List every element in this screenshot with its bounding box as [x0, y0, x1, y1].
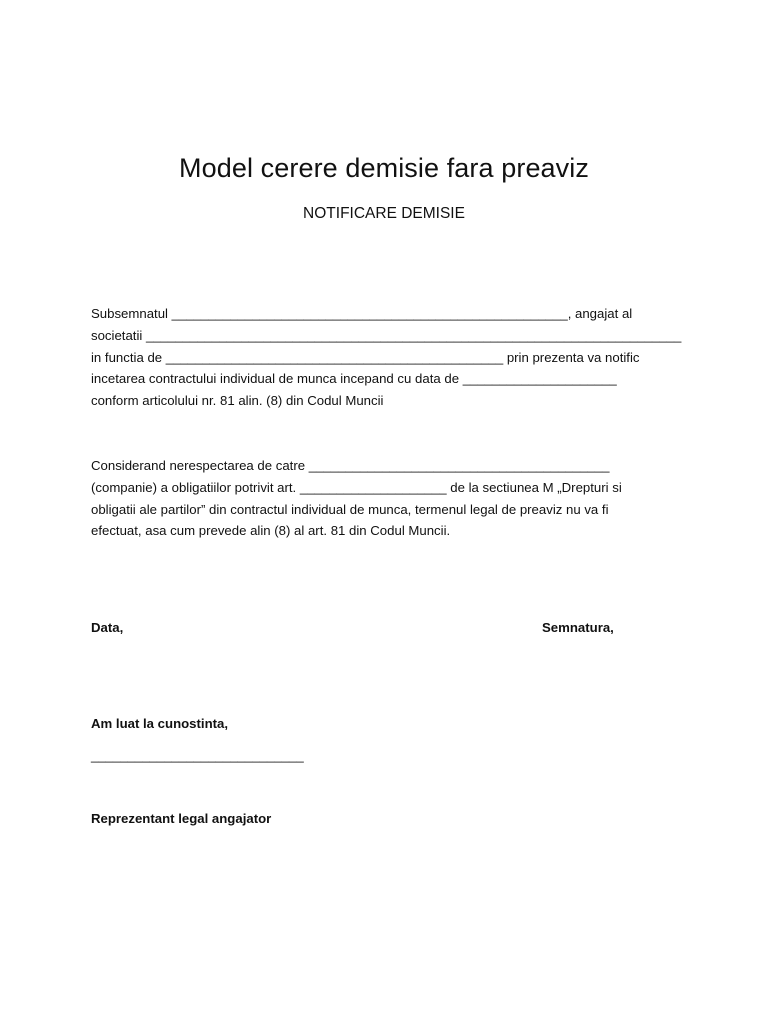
- document-subtitle: NOTIFICARE DEMISIE: [303, 205, 465, 222]
- paragraph-line: obligatii ale partilor” din contractul individual de munca, termenul legal de preaviz nu va fi: [91, 501, 609, 517]
- date-label: Data,: [91, 620, 124, 635]
- paragraph-line: efectuat, asa cum prevede alin (8) al art. 81 din Codul Muncii.: [91, 523, 451, 539]
- notification-paragraph: [91, 303, 681, 412]
- paragraph-line: conform articolului nr. 81 alin. (8) din Codul Muncii: [91, 393, 384, 409]
- document-title: Model cerere demisie fara preaviz: [179, 153, 589, 183]
- reason-paragraph: [91, 455, 681, 542]
- acknowledgement-signature-line: _____________________________: [91, 748, 304, 763]
- representative-label: Reprezentant legal angajator: [91, 811, 272, 826]
- paragraph-line: Considerand nerespectarea de catre _________________________________________: [91, 458, 610, 473]
- paragraph-line: incetarea contractului individual de munca incepand cu data de _____________________: [91, 371, 617, 387]
- paragraph-line: societatii _________________________________________________________________________: [91, 327, 682, 343]
- signature-label: Semnatura,: [542, 620, 614, 635]
- paragraph-line: (companie) a obligatiilor potrivit art. ____________________ de la sectiunea M „Drepturi si: [91, 479, 622, 495]
- paragraph-line: Subsemnatul ______________________________________________________, angajat al: [91, 306, 633, 321]
- paragraph-line: in functia de ______________________________________________ prin prezenta va notific: [91, 349, 640, 365]
- acknowledgement-label: Am luat la cunostinta,: [91, 716, 229, 731]
